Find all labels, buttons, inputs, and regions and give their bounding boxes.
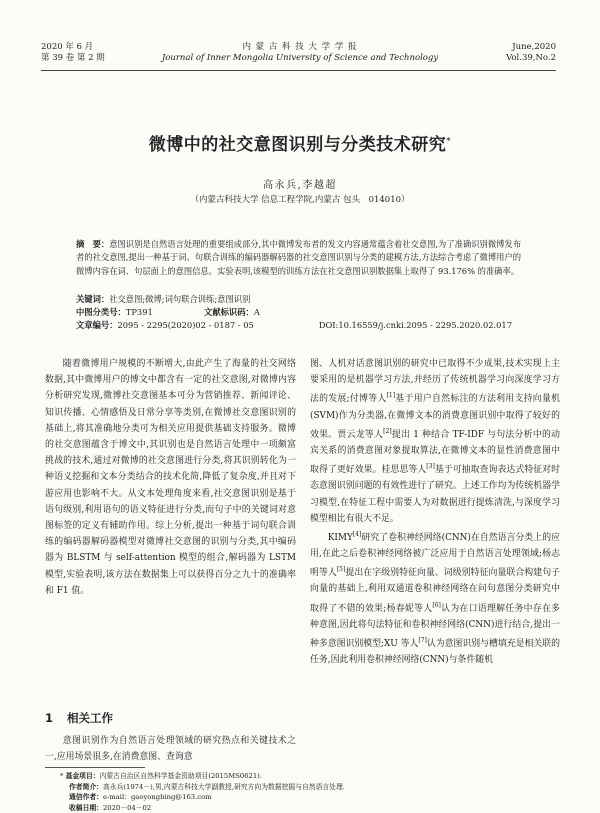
citation-6[interactable]: [6] [432,601,441,609]
intro-paragraph: 随着微博用户规模的不断增大,由此产生了海量的社交网络数据,其中微博用户的博文中都含有一定的社交意图,对微博内容分析研究发现,微博社交意图基本可分为营销推荐、新闻评论、知识传播、心情感悟及日常分享等类别,在微博社交意图识别的基础上,将其准确地分类可为相关应用提供基础支持服务。微博的社交意图蕴含于博文中,其识别也是自然语言处理中一项颇富挑战的技术,通过对微博的社交意图进行分类,将其识别转化为一种语义挖掘和文本分类结合的技术化简,降低了复杂度,并且对下游应用也影响不大。从文本处理角度来看,社交意图识别是基于语句级别,利用语句的语义特征进行分类,而句子中的关键词对意图标签的定义有辅助作用。综上分析,提出一种基于词句联合训练的编码器解码器模型对微博社交意图的识别与分类,其中编码器为 BLSTM 与 self-attention 模型的组合,解码器为 LSTM 模型,实验表明,该方法在数据集上可以获得百分之九十的准确率和 F1 值。 [45,359,296,596]
fund-text: 内蒙古自治区自然科学基金资助项目(2015MS0621). [99,772,262,780]
citation-4[interactable]: [4] [352,530,362,538]
clc-value: TP391 [125,307,153,317]
paper-title-text: 微博中的社交意图识别与分类技术研究 [148,135,447,155]
journal-name-en: Journal of Inner Mongolia University of Science and Technology [161,53,439,63]
right-p2-part-c: 提出在字级别特征向量、词级别特征向量联合构建句子向量的基础上,利用双通道卷积神经网络在问句意图分类研究中取得了不错的效果;杨春妮等人 [310,568,561,614]
footnote-email [60,792,345,803]
title-footnote-mark: * [446,136,452,147]
affiliation: （内蒙古科技大学 信息工程学院,内蒙古 包头 014010） [190,195,410,205]
footnote-author [60,782,345,793]
corresponding-email[interactable]: e-mail：gaoyongbing@163.com [102,793,212,802]
body-column-left [45,356,296,599]
right-paragraph-1 [310,356,560,527]
fund-label: 基金项目： [65,772,100,780]
citation-5[interactable]: [5] [336,566,346,574]
section-heading-related-work [45,710,127,726]
doc-code-label: 文献标识码： [204,307,254,317]
right-p1-part-d: 基于可抽取查询表达式特征对时态意图识别问题的有效性进行了研究。上述工作均为传统机器学习模型,在特征工程中需要人为对数据进行提炼清洗,与深度学习模型相比有很大不足。 [310,465,561,524]
issue-month-en: June,2020 [512,42,556,52]
keywords-text: 社交意图;微博;词句联合训练;意图识别 [109,294,251,304]
doi: DOI:10.16559/j.cnki.2095 - 2295.2020.02.017 [318,320,512,330]
right-p2-part-b: 研究了卷积神经网络(CNN)在自然语言分类上的应用,在此之后卷积神经网络被广泛应用于自然语言处理领域;杨志明等人 [310,532,560,579]
doc-code-value: A [253,307,260,317]
right-p1-part-b: 基于用户自然标注的方法利用支持向量机(SVM)作为分类器,在微博文本的消费意图识别中取得了较好的效果。贾云龙等人 [310,394,560,440]
footnote-rule [45,767,145,768]
citation-7[interactable]: [7] [418,637,427,645]
right-p2-part-e: 认为意图识别与槽填充是相关联的任务,因此利用卷积神经网络(CNN)与条件随机 [310,639,561,666]
abstract [76,238,528,278]
section-number: 1 [45,711,54,725]
abstract-label: 摘 要： [76,239,110,249]
classification [76,306,528,319]
section-title: 相关工作 [67,711,114,725]
paper-title [0,130,600,155]
volume-issue-en: Vol.39,No.2 [506,53,556,63]
issue-date: 2020 年 6 月 [41,42,94,52]
article-no-label: 文章编号： [76,320,118,330]
author-bio-text: 高永兵(1974－),男,内蒙古科技大学副教授,研究方向为数据挖掘与自然语言处理. [102,782,345,791]
journal-name-cn: 内 蒙 古 科 技 大 学 学 报 [242,42,358,52]
citation-2[interactable]: [2] [383,427,392,435]
footnote-block [60,771,345,813]
citation-3[interactable]: [3] [426,463,435,471]
footnote-date [60,803,345,813]
right-p2-part-d: 认为在口语理解任务中存在多种意图,因此将句法特征和卷积神经网络(CNN)进行结合,提出一种多意图识别模型;XU 等人 [310,603,560,650]
author-bio-label: 作者简介： [69,782,103,791]
journal-volume [506,42,556,64]
clc-label: 中图分类号： [76,307,126,317]
related-work-paragraph: 意图识别作为自然语言处理领域的研究热点和关键技术之一,应用场景很多,在消费意图、查询意 [45,736,296,763]
footnote-mark: * [60,772,64,780]
header-rule [41,70,556,71]
abstract-text: 意图识别是自然语言处理的重要组成部分,其中微博发布者的发文内容通常蕴含着社交意图,为了准确识别微博发布者的社交意图,提出一种基于词、句联合训练的编码器解码器的社交意图识别与分类的建模方法,方法综合考虑了微博用户的微博内容在词、句层面上的意图信息。实验表明,该模型的训练方法在社交意图识别数据集上取得了 93.176% 的准确率。 [76,239,522,276]
body-column-right [310,356,560,668]
right-p2-part-a: KIMY [327,532,353,543]
citation-1[interactable]: [1] [386,392,396,400]
right-p1-part-c: 提出 1 种结合 TF-IDF 与句法分析中的动宾关系的消费意图对象提取算法,在微博文本的显性消费意图中取得了更好效果。桂思思等人 [310,429,560,476]
volume-issue-cn: 第 39 卷 第 2 期 [41,53,105,63]
footnote-fund [60,771,345,782]
keywords [76,293,528,306]
author-list: 高永兵,李越超 [263,180,337,191]
keywords-label: 关键词： [76,294,110,304]
received-date: 2020－04－02 [102,803,152,812]
corresponding-label: 通信作者： [69,793,103,802]
right-p1-part-a: 图、人机对话意图识别的研究中已取得不少成果,技术实现上主要采用的是机器学习方法,并经历了传统机器学习向深度学习方法的发展;付博等人 [310,359,560,405]
received-label: 收稿日期： [69,803,103,812]
body-column-left-continued [45,733,296,765]
right-paragraph-2 [310,527,560,669]
article-no-value: 2095 - 2295(2020)02 - 0187 - 05 [117,320,254,330]
